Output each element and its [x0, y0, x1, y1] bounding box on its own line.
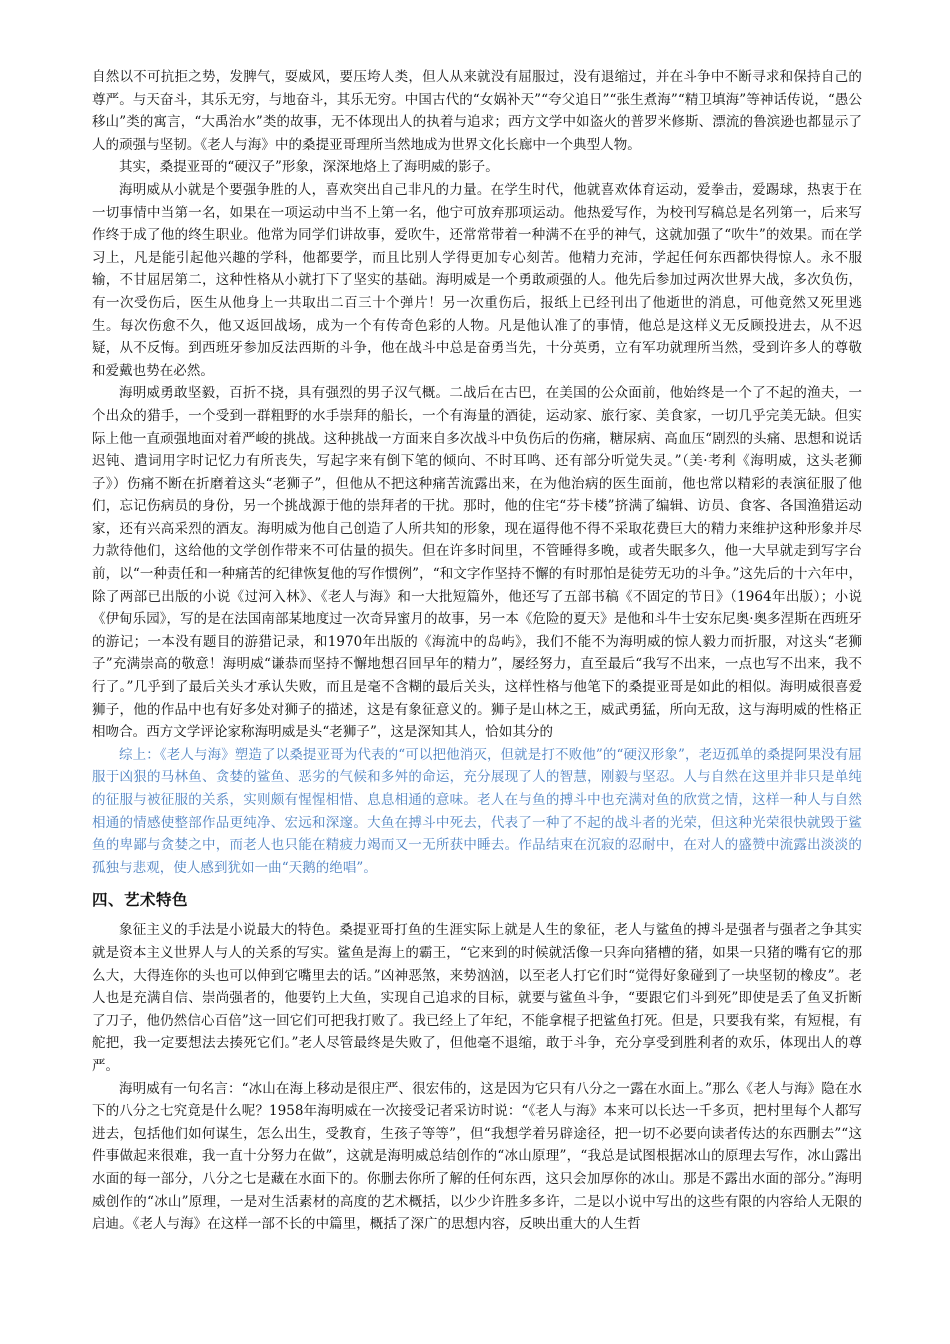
body-paragraph: 自然以不可抗拒之势，发脾气，耍威风，要压垮人类，但人从来就没有屈服过，没有退缩过，并在斗争中不断寻求和保持自己的尊严。与天奋斗，其乐无穷，与地奋斗，其乐无穷。中国古代的“女娲补天”“夸父追日”“张生煮海”“精卫填海”等神话传说，“愚公移山”类的寓言，“大禹治水”类的故事，无不体现出人的执着与追求；西方文学中如盗火的普罗米修斯、漂流的鲁滨逊也都显示了人的顽强与坚韧。《老人与海》中的桑提亚哥理所当然地成为世界文化长廊中一个典型人物。 — [92, 69, 862, 153]
body-paragraph: 其实，桑提亚哥的“硬汉子”形象，深深地烙上了海明威的影子。 — [119, 159, 499, 176]
summary-paragraph: 综上：《老人与海》塑造了以桑提亚哥为代表的“可以把他消灭，但就是打不败他”的“硬汉形象”，老迈孤单的桑提阿果没有屈服于凶狠的马林鱼、贪婪的鲨鱼、恶劣的气候和多舛的命运，充分展现了人的智慧，刚毅与坚忍。人与自然在这里并非只是单纯的征服与被征服的关系，实则颇有惺惺相惜、息息相通的意味。老人在与鱼的搏斗中也充满对鱼的欣赏之情，这样一种人与自然相通的情感使整部作品更纯净、宏远和深邃。大鱼在搏斗中死去，代表了一种了不起的战斗者的光荣，但这种光荣很快就毁于鲨鱼的卑鄙与贪婪之中，而老人也只能在精疲力竭而又一无所获中睡去。作品结束在沉寂的忍耐中，在对人的盛赞中流露出淡淡的孤独与悲观，使人感到犹如一曲“天鹅的绝唱”。 — [92, 746, 862, 876]
body-paragraph: 海明威从小就是个要强争胜的人，喜欢突出自己非凡的力量。在学生时代，他就喜欢体育运动，爱拳击，爱踢球，热衷于在一切事情中当第一名，如果在一项运动中当不上第一名，他宁可放弃那项运动。他热爱写作，为校刊写稿总是名列第一，后来写作终于成了他的终生职业。他常为同学们讲故事，爱吹牛，还常常带着一种满不在乎的神气，这就加强了“吹牛”的效果。而在学习上，凡是能引起他兴趣的学科，他都要学，而且比别人学得更加专心刻苦。他精力充沛，学起任何东西都快得惊人。永不服输，不甘屈居第二，这种性格从小就打下了坚实的基础。海明威是一个勇敢顽强的人。他先后参加过两次世界大战，多次负伤，有一次受伤后，医生从他身上一共取出二百三十个弹片！另一次重伤后，报纸上已经刊出了他逝世的消息，可他竟然又死里逃生。每次伤愈不久，他又返回战场，成为一个有传奇色彩的人物。凡是他认准了的事情，他总是这样义无反顾投进去，从不迟疑，从不反悔。到西班牙参加反法西斯的斗争，他在战斗中总是奋勇当先，十分英勇，立有军功就理所当然，受到许多人的尊敬和爱戴也势在必然。 — [92, 181, 862, 379]
body-paragraph: 象征主义的手法是小说最大的特色。桑提亚哥打鱼的生涯实际上就是人生的象征，老人与鲨鱼的搏斗是强者与强者之争其实就是资本主义世界人与人的关系的写实。鲨鱼是海上的霸王，“它来到的时候就活像一只奔向猪槽的猪，如果一只猪的嘴有它的那么大，大得连你的头也可以伸到它嘴里去的话。”凶神恶煞，来势汹汹，以至老人打它们时“觉得好象碰到了一块坚韧的橡皮”。老人也是充满自信、崇尚强者的，他要钓上大鱼，实现自己追求的目标，就要与鲨鱼斗争，“要跟它们斗到死”即使是丢了鱼叉折断了刀子，他仍然信心百倍”这一回它们可把我打败了。我已经上了年纪，不能拿棍子把鲨鱼打死。但是，只要我有桨，有短棍，有舵把，我一定要想法去揍死它们。”老人尽管最终是失败了，但他毫不退缩，敢于斗争，充分享受到胜利者的欢乐，体现出人的尊严。 — [92, 922, 862, 1074]
body-paragraph: 海明威勇敢坚毅，百折不挠，具有强烈的男子汉气概。二战后在古巴，在美国的公众面前，他始终是一个了不起的渔夫，一个出众的猎手，一个受到一群粗野的水手崇拜的船长，一个有海量的酒徒，运动家、旅行家、美食家，一切几乎完美无缺。但实际上他一直顽强地面对着严峻的挑战。这种挑战一方面来自多次战斗中负伤后的伤痛，糖尿病、高血压“剧烈的头痛、思想和说话迟钝、遣词用字时记忆力有所丧失，写起字来有倒下笔的倾向、不时耳鸣、还有部分听觉失灵。”（美·考利《海明威，这头老狮子》）伤痛不断在折磨着这头“老狮子”，但他从不把这种痛苦流露出来，在为他治病的医生面前，他也常以精彩的表演征服了他们，忘记伤病员的身份，另一个挑战源于他的崇拜者的干扰。那时，他的住宅“芬卡楼”挤满了编辑、访员、食客、各国渔猎运动家，还有兴高采烈的酒友。海明威为他自己创造了人所共知的形象，现在逼得他不得不采取花费巨大的精力来维护这种形象并尽力款待他们，这给他的文学创作带来不可估量的损失。但在许多时间里，不管睡得多晚，或者失眠多久，他一大早就走到写字台前，以“一种责任和一种痛苦的纪律恢复他的写作惯例”，“和文字作坚持不懈的有时那怕是徒劳无功的斗争。”这先后的十六年中，除了两部已出版的小说《过河入林》、《老人与海》和一大批短篇外，他还写了五部书稿《不固定的节日》（1964年出版）；小说《伊甸乐园》，写的是在法国南部某地度过一次奇异蜜月的故事，另一本《危险的夏天》是他和斗牛士安东尼奥·奥多涅斯在西班牙的游记；一本没有题目的游猎记录，和1970年出版的《海流中的岛屿》，我们不能不为海明威的惊人毅力而折服，对这头“老狮子”充满崇高的敬意！海明威“谦恭而坚持不懈地想召回早年的精力”，屡经努力，直至最后“我写不出来，一点也写不出来，我不行了。”几乎到了最后关头才承认失败，而且是毫不含糊的最后关头，这样性格与他笔下的桑提亚哥是如此的相似。海明威很喜爱狮子，他的作品中也有好多处对狮子的描述，这是有象征意义的。狮子是山林之王，威武勇猛，所向无敌，这与海明威的性格正相吻合。西方文学评论家称海明威是头“老狮子”，这是深知其人，恰如其分的 — [92, 385, 862, 741]
section-heading: 四、艺术特色 — [92, 891, 189, 910]
document-page — [92, 66, 862, 1236]
body-paragraph: 海明威有一句名言：“冰山在海上移动是很庄严、很宏伟的，这是因为它只有八分之一露在水面上。”那么《老人与海》隐在水下的八分之七究竟是什么呢？1958年海明威在一次接受记者采访时说：“《老人与海》本来可以长达一千多页，把村里每个人都写进去，包括他们如何谋生，怎么出生，受教育，生孩子等等”，但“我想学着另辟途径，把一切不必要向读者传达的东西删去”“这件事做起来很难，我一直十分努力在做”，这就是海明威总结创作的“冰山原理”，“我总是试图根据冰山的原理去写作，冰山露出水面的每一部分，八分之七是藏在水面下的。你删去你所了解的任何东西，这只会加厚你的冰山。那是不露出水面的部分。”海明威创作的“冰山”原理，一是对生活素材的高度的艺术概括，以少少许胜多多许，二是以小说中写出的这些有限的内容给人无限的启迪。《老人与海》在这样一部不长的中篇里，概括了深广的思想内容，反映出重大的人生哲 — [92, 1080, 862, 1233]
